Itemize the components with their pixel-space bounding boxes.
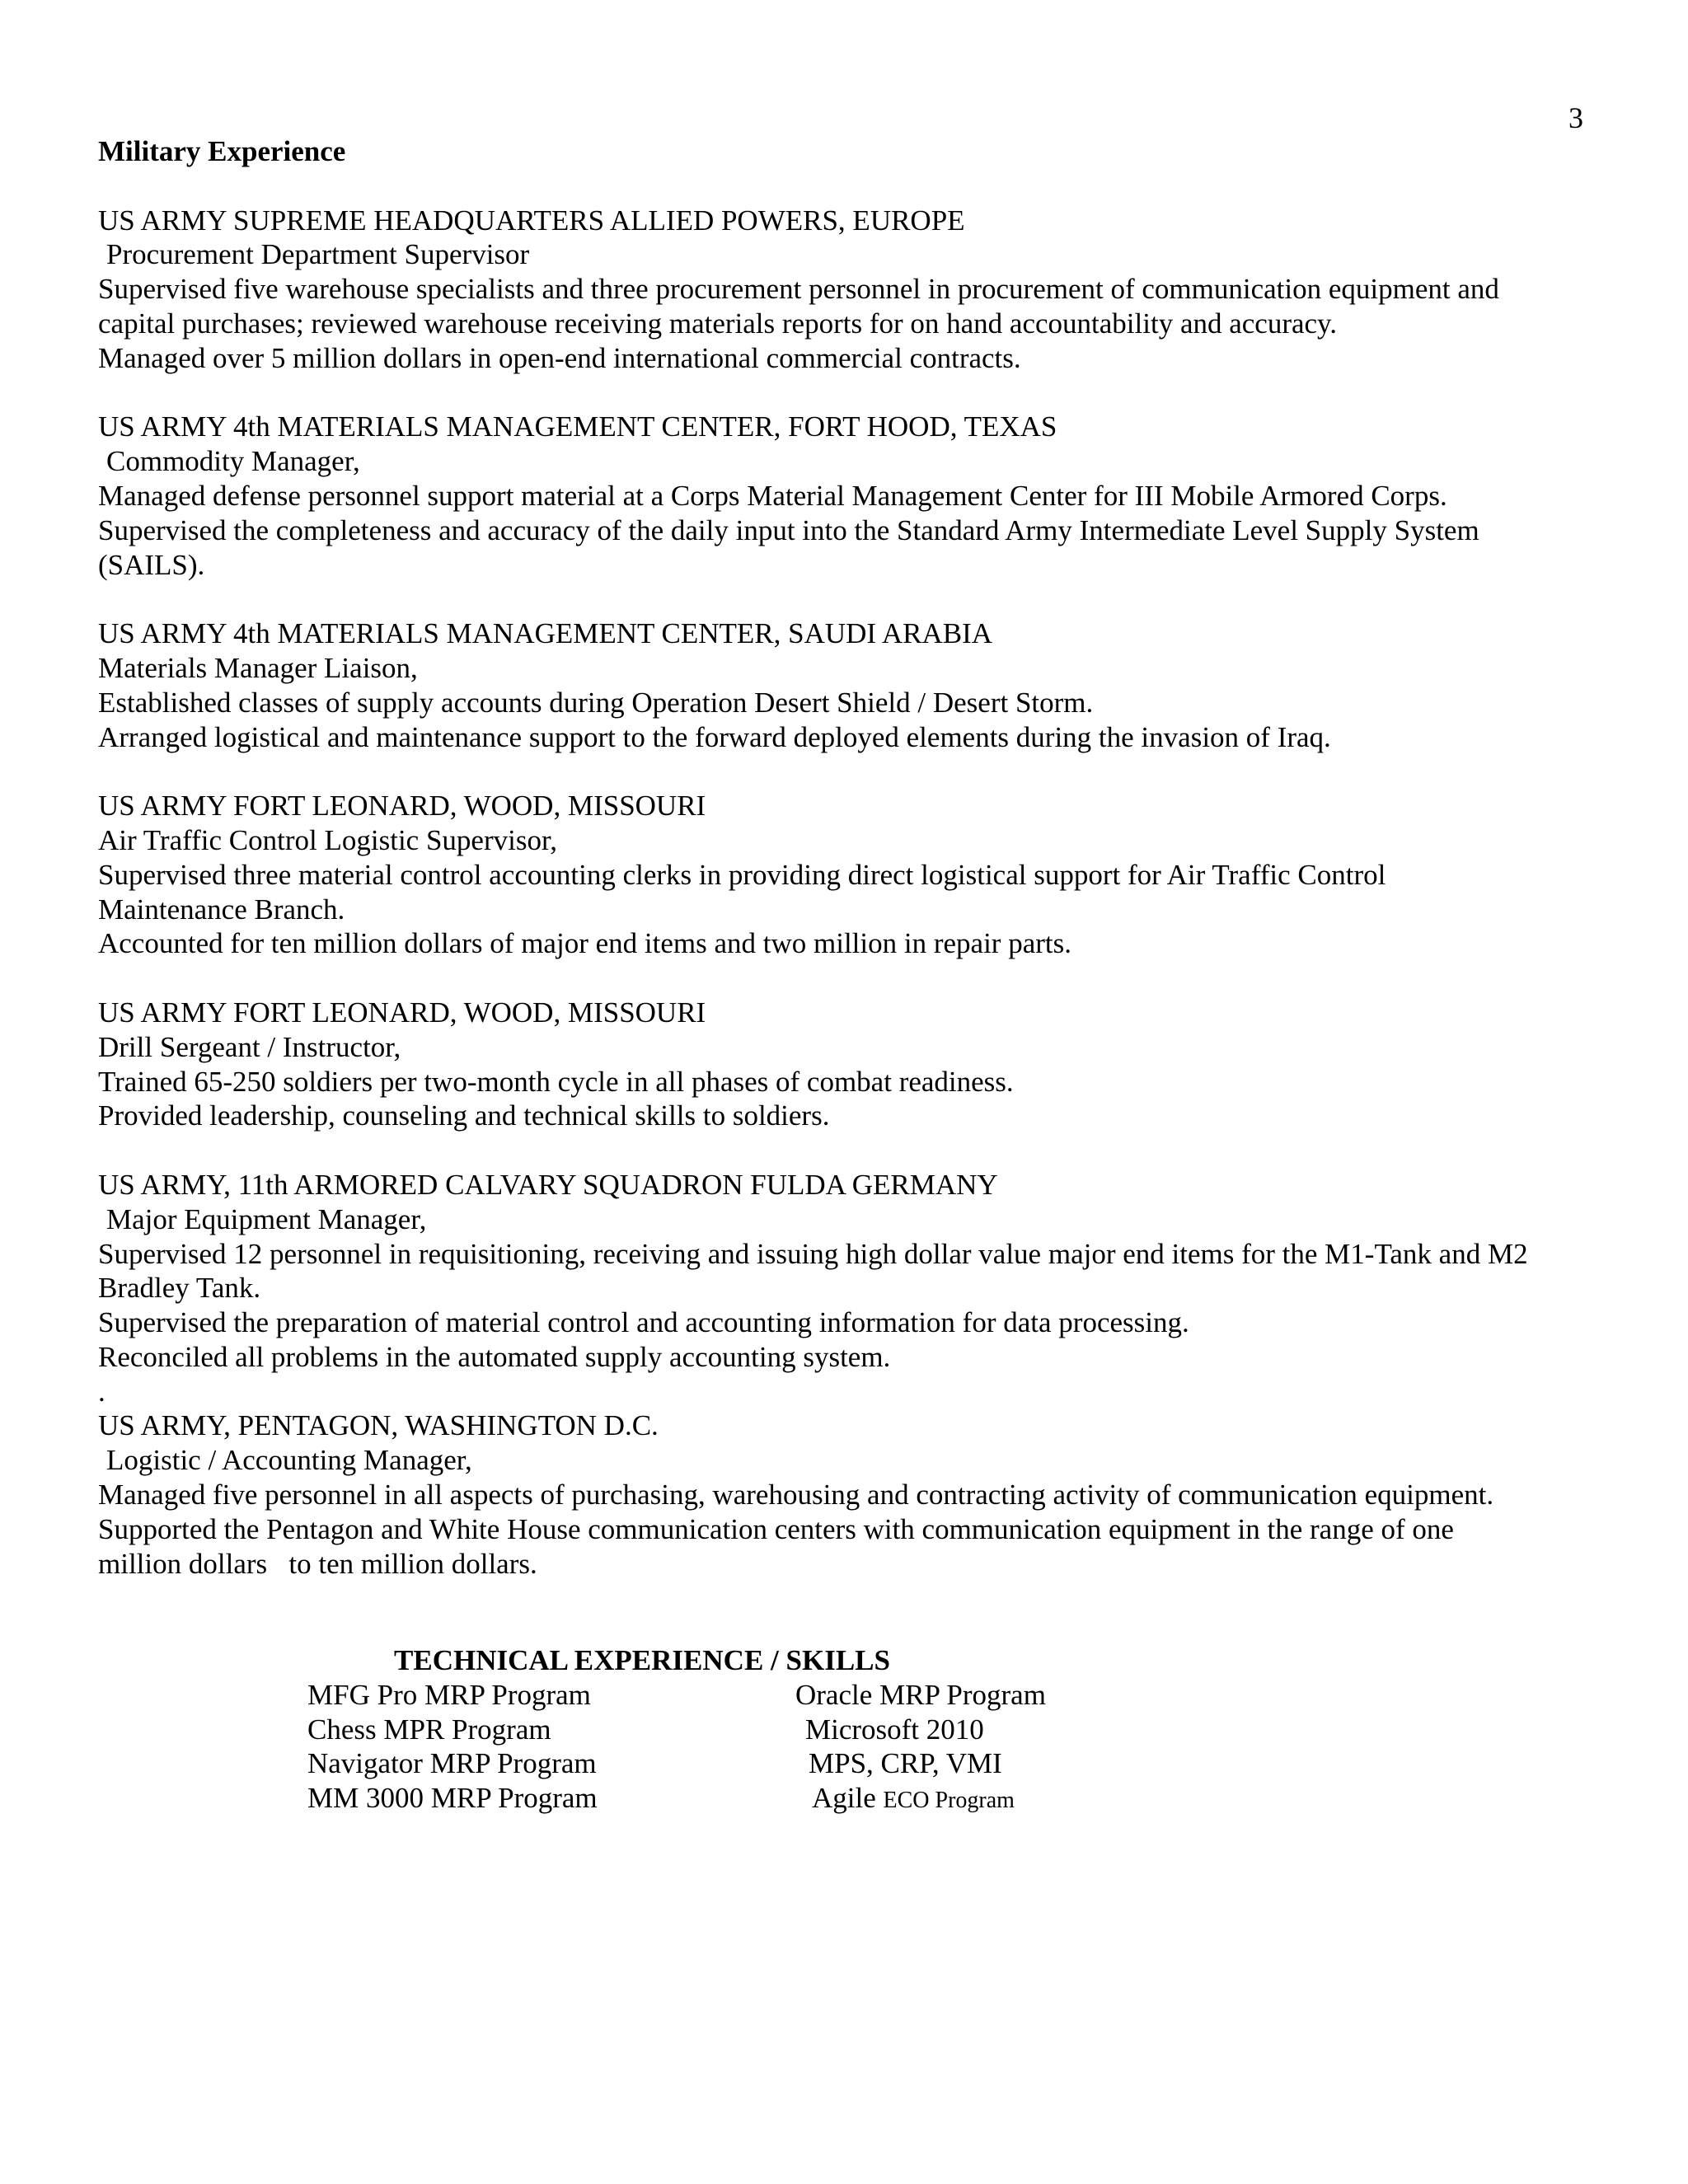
entry-organization: US ARMY SUPREME HEADQUARTERS ALLIED POWERS, EUROPE — [98, 204, 965, 237]
skill-item: MFG Pro MRP Program — [307, 1678, 591, 1711]
experience-entry — [98, 204, 1606, 376]
experience-entry — [98, 410, 1606, 582]
entry-description-line: Managed five personnel in all aspects of purchasing, warehousing and contracting activity of communication equipment. — [98, 1479, 1494, 1511]
entry-organization: US ARMY, PENTAGON, WASHINGTON D.C. — [98, 1409, 659, 1442]
skill-item-name: Agile — [812, 1782, 876, 1815]
skill-item: Navigator MRP Program — [307, 1747, 597, 1780]
entry-title: Commodity Manager, — [106, 445, 360, 478]
skill-item: Oracle MRP Program — [795, 1678, 1046, 1711]
entry-description-line: Supervised five warehouse specialists and three procurement personnel in procurement of communication equipment and — [98, 273, 1499, 306]
skill-item: Microsoft 2010 — [805, 1713, 984, 1746]
experience-entry — [98, 616, 1606, 754]
experience-entry — [98, 789, 1606, 961]
experience-entry — [98, 1408, 1606, 1581]
entry-description-line: Supported the Pentagon and White House communication centers with communication equipment in the range of one — [98, 1512, 1454, 1545]
entry-description-line: Trained 65-250 soldiers per two-month cycle in all phases of combat readiness. — [98, 1065, 1014, 1098]
entry-description-line: Managed over 5 million dollars in open-end international commercial contracts. — [98, 341, 1021, 374]
entry-description-line: capital purchases; reviewed warehouse receiving materials reports for on hand accountability and accuracy. — [98, 307, 1338, 340]
military-experience-section — [98, 134, 1606, 1581]
entry-separator: . — [98, 1375, 106, 1408]
entry-description-line: Reconciled all problems in the automated supply accounting system. — [98, 1340, 891, 1373]
entry-description-line: Established classes of supply accounts during Operation Desert Shield / Desert Storm. — [98, 686, 1094, 719]
entry-description-line: Bradley Tank. — [98, 1272, 261, 1305]
skill-item-suffix: ECO Program — [883, 1788, 1015, 1814]
experience-entry — [98, 996, 1606, 1133]
skill-item — [795, 1781, 1046, 1818]
entry-title: Logistic / Accounting Manager, — [106, 1444, 472, 1477]
skill-item: MPS, CRP, VMI — [809, 1747, 1002, 1780]
entry-organization: US ARMY FORT LEONARD, WOOD, MISSOURI — [98, 790, 706, 823]
entry-title: Major Equipment Manager, — [106, 1202, 427, 1235]
entry-description-line: million dollars to ten million dollars. — [98, 1547, 537, 1580]
entry-description-line: Maintenance Branch. — [98, 893, 345, 926]
experience-entry — [98, 1168, 1606, 1409]
entry-description-line: (SAILS). — [98, 548, 205, 581]
entry-organization: US ARMY 4th MATERIALS MANAGEMENT CENTER, SAUDI ARABIA — [98, 617, 993, 650]
entry-title: Procurement Department Supervisor — [106, 238, 530, 271]
entry-description-line: Supervised three material control accounting clerks in providing direct logistical support for Air Traffic Control — [98, 858, 1386, 891]
skills-column-right — [795, 1678, 1046, 1818]
skill-item: Chess MPR Program — [307, 1713, 551, 1746]
skills-heading: TECHNICAL EXPERIENCE / SKILLS — [394, 1644, 890, 1676]
skill-item: MM 3000 MRP Program — [307, 1782, 598, 1815]
entry-description-line: Provided leadership, counseling and technical skills to soldiers. — [98, 1099, 830, 1132]
page-number: 3 — [1568, 101, 1583, 134]
entry-description-line: Arranged logistical and maintenance support to the forward deployed elements during the invasion of Iraq. — [98, 720, 1331, 753]
entry-description-line: Supervised the preparation of material control and accounting information for data processing. — [98, 1306, 1189, 1339]
entry-description-line: Accounted for ten million dollars of major end items and two million in repair parts. — [98, 927, 1071, 960]
skills-column-left — [307, 1678, 598, 1816]
entry-description-line: Supervised the completeness and accuracy of the daily input into the Standard Army Intermediate Level Supply System — [98, 513, 1479, 546]
entry-organization: US ARMY FORT LEONARD, WOOD, MISSOURI — [98, 996, 706, 1029]
entry-description-line: Managed defense personnel support material at a Corps Material Management Center for III Mobile Armored Corps. — [98, 479, 1447, 512]
entry-organization: US ARMY 4th MATERIALS MANAGEMENT CENTER, FORT HOOD, TEXAS — [98, 410, 1057, 443]
entry-title: Air Traffic Control Logistic Supervisor, — [98, 823, 557, 856]
entry-organization: US ARMY, 11th ARMORED CALVARY SQUADRON FULDA GERMANY — [98, 1168, 998, 1201]
section-heading: Military Experience — [98, 135, 346, 167]
entry-description-line: Supervised 12 personnel in requisitioning, receiving and issuing high dollar value major end items for the M1-Tank and M2 — [98, 1237, 1528, 1270]
entry-title: Materials Manager Liaison, — [98, 651, 418, 684]
entry-title: Drill Sergeant / Instructor, — [98, 1030, 401, 1063]
